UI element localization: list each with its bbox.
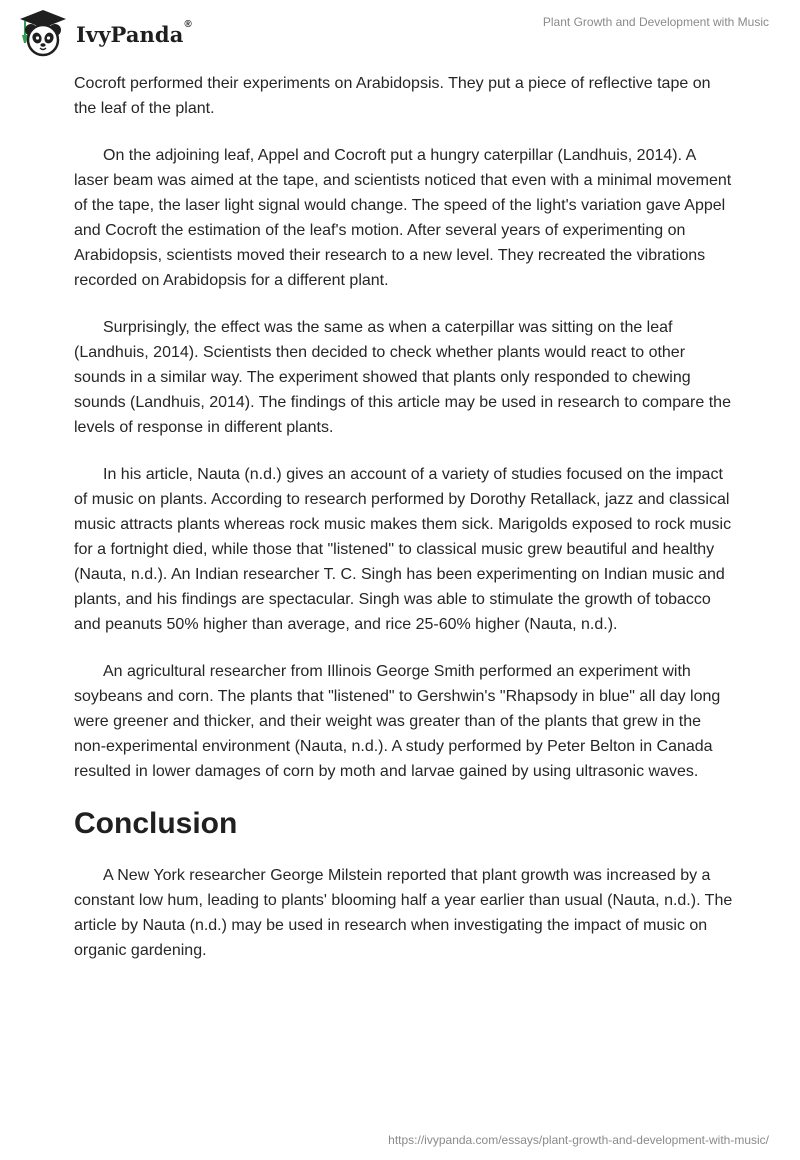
document-title: Plant Growth and Development with Music xyxy=(542,15,769,29)
conclusion-heading: Conclusion xyxy=(74,807,238,840)
essay-body xyxy=(74,71,734,985)
conclusion-paragraph: A New York researcher George Milstein reported that plant growth was increased by a constant low hum, leading to plants' blooming half a year earlier than usual (Nauta, n.d.). The article by Nauta (n.d.) may be used in research when investigating the impact of music on organic gardening. xyxy=(74,867,733,959)
paragraph: Surprisingly, the effect was the same as when a caterpillar was sitting on the leaf (Landhuis, 2014). Scientists then decided to check whether plants would react to other sounds in a similar way. The experiment showed that plants only responded to chewing sounds (Landhuis, 2014). The findings of this article may be used in research to compare the levels of response in different plants. xyxy=(74,319,731,436)
paragraph: An agricultural researcher from Illinois George Smith performed an experiment with soybeans and corn. The plants that "listened" to Gershwin's "Rhapsody in blue" all day long were greener and thicker, and their weight was greater than of the plants that grew in the non-experimental environment (Nauta, n.d.). A study performed by Peter Belton in Canada resulted in lower damages of corn by moth and larvae gained by using ultrasonic waves. xyxy=(74,663,721,780)
page-header xyxy=(0,0,800,70)
logo-registered-mark: ® xyxy=(184,18,192,30)
paragraph: In his article, Nauta (n.d.) gives an account of a variety of studies focused on the impact of music on plants. According to research performed by Dorothy Retallack, jazz and classical music attracts plants whereas rock music makes them sick. Marigolds exposed to rock music for a fortnight died, while those that "listened" to classical music grew beautiful and healthy (Nauta, n.d.). An Indian researcher T. C. Singh has been experimenting on Indian music and plants, and his findings are spectacular. Singh was able to stimulate the growth of tobacco and peanuts 50% higher than average, and rice 25-60% higher (Nauta, n.d.). xyxy=(74,466,732,633)
paragraph: On the adjoining leaf, Appel and Cocroft put a hungry caterpillar (Landhuis, 2014). A laser beam was aimed at the tape, and scientists noticed that even with a minimal movement of the tape, the laser light signal would change. The speed of the light's variation gave Appel and Cocroft the estimation of the leaf's motion. After several years of experimenting on Arabidopsis, scientists moved their research to a new level. They recreated the vibrations recorded on Arabidopsis for a different plant. xyxy=(74,147,732,289)
logo-text: IvyPanda xyxy=(76,21,184,47)
source-url[interactable]: https://ivypanda.com/essays/plant-growth-and-development-with-music/ xyxy=(388,1133,769,1147)
paragraph: Cocroft performed their experiments on Arabidopsis. They put a piece of reflective tape on the leaf of the plant. xyxy=(74,75,711,117)
panda-logo-icon xyxy=(14,8,72,58)
ivypanda-logo[interactable] xyxy=(14,8,192,58)
